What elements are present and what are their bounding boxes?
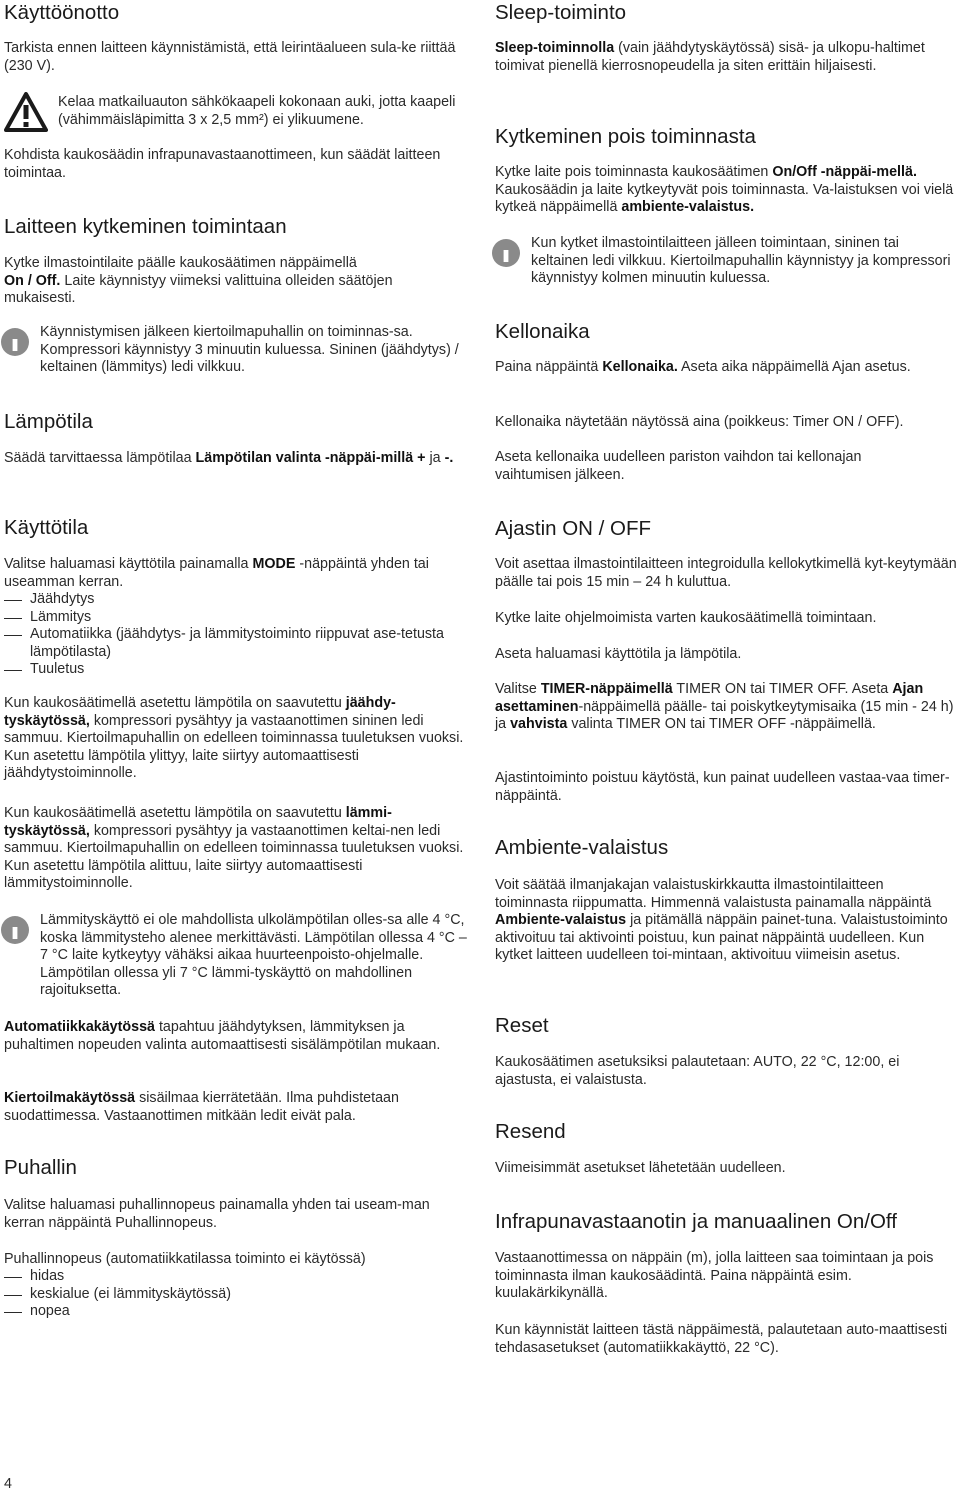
kayttotila-p2-b: jäähdy-tyskäytössä, — [4, 695, 396, 729]
list-item: Lämmitys — [4, 609, 464, 627]
pois-paragraph — [495, 164, 957, 217]
list-item: Automatiikka (jäähdytys- ja lämmitystoiminto riippuvat ase-tetusta lämpötilasta) — [4, 626, 460, 661]
kytkeminen-note-text: Käynnistymisen jälkeen kiertoilmapuhallin on toiminnas-sa. Kompressori käynnistyy 3 minuutin kuluessa. Sininen (jäähdytys) / keltainen (lämmitys) ledi vilkkuu. — [40, 324, 459, 376]
ambiente-text-c: ja pitämällä näppäin painet-tuna. Valaistustoiminto aktivoituu tai aktivointi poistuu, kun painat näppäintä uudelleen. Kun kytket laitteen uudelleen toi-mintaan, aktivoituu viimeisin asetus. — [495, 912, 948, 964]
lampotila-text-c: ja — [429, 450, 445, 466]
info-icon — [491, 238, 521, 273]
kayttotila-p2-c: kompressori pysähtyy ja vastaanottimen sininen ledi sammuu. Kiertoilmapuhallin on edelleen toiminnassa tuuletuksen vuoksi. Kun asetettu lämpötila ylittyy, laite siirtyy automaattisesti jäähdytystoiminnolle. — [4, 712, 464, 782]
kayttotila-p3-b: lämmi-tyskäytössä, — [4, 805, 392, 839]
kayttotila-paragraph-5 — [4, 1090, 470, 1125]
ajastin-p4-c: TIMER ON tai TIMER OFF. Aseta — [672, 681, 893, 697]
ajastin-paragraph-3: Aseta haluamasi käyttötila ja lämpötila. — [495, 646, 742, 662]
kayttotila-paragraph-3 — [4, 805, 468, 893]
list-item: keskialue (ei lämmityskäytössä) — [4, 1286, 464, 1304]
ambiente-label: ambiente-valaistus. — [621, 199, 755, 216]
info-icon — [0, 915, 30, 950]
lampotila-paragraph — [4, 450, 464, 468]
mode-list — [4, 591, 464, 679]
sleep-label: Sleep-toiminnolla — [495, 40, 615, 56]
kellonaika-text-a: Paina näppäintä — [495, 359, 603, 375]
kayttotila-p2-a: Kun kaukosäätimellä asetettu lämpötila on saavutettu — [4, 695, 346, 711]
ajastin-paragraph-1: Voit asettaa ilmastointilaitteen integroidulla kellokytkimellä kyt-keytymään päälle tai pois 15 min – 24 h kuluttua. — [495, 556, 957, 590]
list-item: nopea — [4, 1303, 464, 1321]
kellonaika-paragraph-3: Aseta kellonaika uudelleen pariston vaihdon tai kellonajan vaihtumisen jälkeen. — [495, 449, 862, 483]
list-item: hidas — [4, 1268, 464, 1286]
list-item: Tuuletus — [4, 661, 464, 679]
pois-info-note — [495, 235, 951, 288]
ajastin-paragraph-2: Kytke laite ohjelmoimista varten kaukosäätimellä toimintaan. — [495, 610, 877, 626]
list-item: Jäähdytys — [4, 591, 464, 609]
warning-triangle-icon — [4, 92, 48, 137]
lampotila-button-label: Lämpötilan valinta -näppäi-millä + — [195, 450, 430, 466]
kayttoonotto-paragraph-2: Kohdista kaukosäädin infrapunavastaanottimeen, kun säädät laitteen toimintaa. — [4, 147, 441, 181]
kayttotila-paragraph-4 — [4, 1019, 466, 1054]
infrapuna-paragraph-2: Kun käynnistät laitteen tästä näppäimestä, palautetaan auto-maattisesti tehdasasetukset (automatiikkakäyttö, 22 °C). — [495, 1322, 948, 1356]
section-title-reset: Reset — [495, 1014, 549, 1037]
ajastin-p4-g: valinta TIMER ON tai TIMER OFF -näppäimellä. — [567, 716, 876, 733]
section-title-kayttotila: Käyttötila — [4, 516, 89, 539]
info-icon — [0, 327, 30, 362]
kellonaika-text-c: Aseta aika näppäimellä Ajan asetus. — [677, 359, 911, 375]
kellonaika-paragraph-1 — [495, 359, 935, 377]
section-title-kayttoonotto: Käyttöönotto — [4, 1, 120, 24]
kayttotila-text-c: -näppäintä yhden tai useamman kerran. — [4, 556, 429, 590]
kytkeminen-paragraph — [4, 255, 466, 308]
automatiikka-label: Automatiikkakäytössä — [4, 1019, 155, 1035]
on-off-button-label: On/Off -näppäi-mellä. — [772, 164, 917, 180]
kytkeminen-text-a: Kytke ilmastointilaite päälle kaukosäätimen näppäimellä — [4, 255, 357, 271]
kellonaika-paragraph-2: Kellonaika näytetään näytössä aina (poikkeus: Timer ON / OFF). — [495, 414, 904, 430]
section-title-kytkeminen: Laitteen kytkeminen toimintaan — [4, 215, 287, 238]
section-title-ambiente: Ambiente-valaistus — [495, 836, 669, 859]
kiertoilma-label: Kiertoilmakäytössä — [4, 1090, 136, 1106]
ajastin-paragraph-5: Ajastintoiminto poistuu käytöstä, kun painat uudelleen vastaa-vaa timer-näppäintä. — [495, 770, 950, 804]
puhallin-paragraph-1: Valitse haluamasi puhallinnopeus painamalla yhden tai useam-man kerran näppäintä Puhallinnopeus. — [4, 1197, 430, 1231]
resend-paragraph: Viimeisimmät asetukset lähetetään uudelleen. — [495, 1160, 786, 1176]
kayttotila-p4-b: tapahtuu jäähdytyksen, lämmityksen ja puhaltimen nopeuden valinta automaattisesti sisälämpötilan mukaan. — [4, 1019, 441, 1053]
pois-text-c: Kaukosäädin ja laite kytkeytyvät pois toiminnasta. Va-laistuksen voi vielä kytkeä näppäimellä — [495, 181, 954, 216]
section-title-resend: Resend — [495, 1120, 566, 1143]
kayttotila-paragraph-1 — [4, 556, 464, 591]
kayttotila-paragraph-2 — [4, 695, 468, 783]
ajastin-paragraph-4 — [495, 681, 957, 734]
ajastin-p4-e: -näppäimellä päälle- tai poiskytkeytymisaika (15 min - 24 h) ja — [495, 698, 954, 733]
vahvista-label: vahvista — [510, 716, 568, 733]
section-title-kellonaika: Kellonaika — [495, 320, 590, 343]
reset-paragraph: Kaukosäätimen asetuksiksi palautetaan: AUTO, 22 °C, 12:00, ei ajastusta, ei valaistusta. — [495, 1054, 900, 1088]
kayttotila-info-note — [4, 912, 470, 1000]
warning-text: Kelaa matkailuauton sähkökaapeli kokonaan auki, jotta kaapeli (vähimmäisläpimitta 3 x 2,5 mm²) ei ylikuumene. — [58, 94, 456, 128]
sleep-text: (vain jäähdytyskäytössä) sisä- ja ulkopu-haltimet toimivat pienellä kierrosnopeudella ja siten erittäin hiljaisesti. — [495, 40, 925, 74]
minus-label: -. — [444, 450, 454, 466]
warning-note — [4, 94, 488, 129]
timer-button-label: TIMER-näppäimellä — [540, 681, 673, 697]
kayttotila-note-text: Lämmityskäyttö ei ole mahdollista ulkolämpötilan olles-sa alle 4 °C, koska lämmitysteho alenee merkittävästi. Lämpötilan ollessa 4 °C – 7 °C laite kytkeytyy vähäksi aikaa huurteenpoisto-ohjelmalle. Lämpötilan ollessa yli 7 °C lämmi-tyskäyttö on mahdollinen rajoituksetta. — [40, 912, 467, 999]
infrapuna-paragraph-1: Vastaanottimessa on näppäin (m), jolla laitteen saa toimintaan ja pois toiminnasta ilman kaukosäädintä. Paina näppäintä esim. kuulakärkikynällä. — [495, 1250, 934, 1302]
ambiente-button-label: Ambiente-valaistus — [495, 912, 627, 929]
kytkeminen-text-c: Laite käynnistyy viimeksi valittuina olleiden säätöjen mukaisesti. — [4, 272, 393, 307]
kellonaika-label: Kellonaika. — [602, 359, 678, 375]
kayttotila-p5-b: sisäilmaa kierrätetään. Ilma puhdistetaan suodattimessa. Vastaanottimen mitkään ledit eivät pala. — [4, 1090, 399, 1124]
kayttotila-p3-c: kompressori pysähtyy ja vastaanottimen keltai-nen ledi sammuu. Kiertoilmapuhallin on edelleen toiminnassa tuuletuksen vuoksi. Kun asetettu lämpötila alittuu, laite siirtyy automaattisesti lämmitystoiminnolle. — [4, 822, 464, 892]
lampotila-text-a: Säädä tarvittaessa lämpötilaa — [4, 450, 196, 466]
pois-text-a: Kytke laite pois toiminnasta kaukosäätimen — [495, 164, 773, 180]
mode-label: MODE — [252, 556, 296, 572]
section-title-pois: Kytkeminen pois toiminnasta — [495, 125, 756, 148]
sleep-paragraph — [495, 40, 957, 75]
kayttoonotto-paragraph-1: Tarkista ennen laitteen käynnistämistä, että leirintäalueen sula-ke riittää (230 V). — [4, 40, 456, 74]
section-title-sleep: Sleep-toiminto — [495, 1, 627, 24]
kytkeminen-info-note — [4, 324, 466, 377]
fan-speed-list — [4, 1268, 464, 1321]
on-off-label: On / Off. — [4, 272, 61, 289]
page-number: 4 — [4, 1476, 12, 1492]
ambiente-text-a: Voit säätää ilmanjakajan valaistuskirkkautta ilmastointilaitteen toiminnasta riippumatta. Himmennä valaistusta painamalla näppäintä — [495, 877, 932, 911]
ajan-asettaminen-label: Ajan asettaminen — [495, 681, 924, 715]
pois-note-text: Kun kytket ilmastointilaitteen jälleen toimintaan, sininen tai keltainen ledi vilkkuu. Kiertoilmapuhallin käynnistyy ja kompressori käynnistyy kolmen minuutin kuluessa. — [531, 235, 951, 287]
section-title-ajastin: Ajastin ON / OFF — [495, 517, 652, 540]
kayttotila-p3-a: Kun kaukosäätimellä asetettu lämpötila on saavutettu — [4, 805, 346, 821]
section-title-infrapuna: Infrapunavastaanotin ja manuaalinen On/Off — [495, 1210, 897, 1233]
section-title-lampotila: Lämpötila — [4, 410, 93, 433]
ambiente-paragraph — [495, 877, 957, 965]
kayttotila-text-a: Valitse haluamasi käyttötila painamalla — [4, 556, 253, 572]
section-title-puhallin: Puhallin — [4, 1156, 77, 1179]
ajastin-p4-a: Valitse — [495, 681, 541, 697]
puhallin-paragraph-2: Puhallinnopeus (automatiikkatilassa toiminto ei käytössä) — [4, 1251, 366, 1267]
